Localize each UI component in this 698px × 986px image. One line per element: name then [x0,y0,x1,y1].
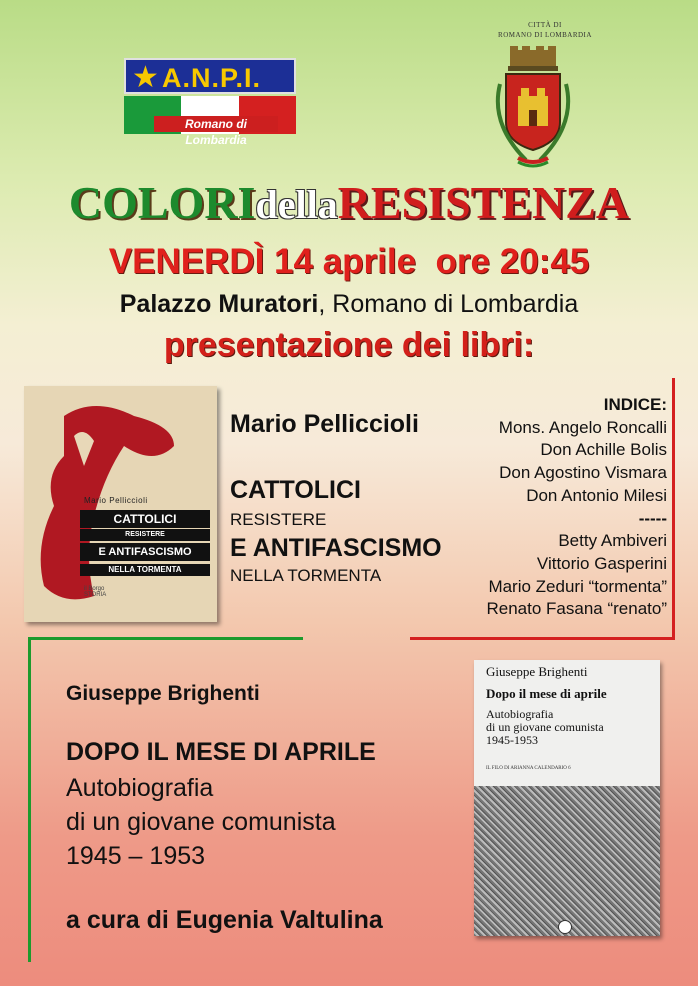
cover2-crowd-photo [474,786,660,936]
title-word-colori: COLORI [68,177,256,228]
book1-author: Mario Pelliccioli [230,410,419,438]
index-item: Don Agostino Vismara [499,463,667,483]
venue-city: , Romano di Lombardia [318,290,579,318]
cover2-series: IL FILO DI ARIANNA CALENDARIO 6 [486,766,571,771]
book-cover-dopo-il-mese [474,660,660,936]
event-date: VENERDÌ 14 aprile ore 20:45 [108,242,590,281]
city-label-line2: ROMANO DI LOMBARDIA [498,31,592,39]
book2-sub1: Autobiografia [66,774,214,802]
book2-title: DOPO IL MESE DI APRILE [66,738,376,766]
cover-band-2: RESISTERE [80,529,210,541]
index-item: Renato Fasana “renato” [486,599,667,619]
book2-author: Giuseppe Brighenti [66,682,260,705]
cover-publisher: il Borgo STORIA [84,586,107,598]
event-title [0,176,698,229]
book-cover-cattolici [24,386,217,622]
book1-subtitle-line2: NELLA TORMENTA [230,566,382,585]
publisher-logo-icon [558,920,572,934]
cover2-title: Dopo il mese di aprile [486,686,607,701]
frame-line-green-horizontal [28,637,303,640]
anpi-logo [124,58,296,147]
coat-of-arms-icon [488,44,578,174]
index-separator: ----- [638,508,667,528]
index-item: Betty Ambiveri [558,531,667,551]
city-label-line1: CITTÀ DI [528,21,562,29]
title-word-della: della [255,182,338,227]
star-icon: ★ [132,61,159,94]
book2-sub2: di un giovane comunista [66,808,336,836]
index-list [440,394,667,621]
event-place [0,290,698,319]
anpi-name: A.N.P.I. [162,63,262,93]
index-item: Mons. Angelo Roncalli [498,417,667,437]
venue: Palazzo Muratori [119,290,319,318]
book1-title-line2: E ANTIFASCISMO [230,534,442,562]
cover2-author: Giuseppe Brighenti [486,664,588,679]
index-heading: INDICE: [603,395,667,414]
title-word-resistenza: RESISTENZA [337,177,630,228]
frame-line-red-horizontal [410,637,675,640]
index-item: Don Achille Bolis [540,440,667,460]
cover-author: Mario Pelliccioli [84,496,148,505]
frame-line-red-vertical [672,378,675,638]
cover-band-4: NELLA TORMENTA [80,564,210,576]
frame-line-green-vertical [28,637,31,962]
index-item: Vittorio Gasperini [536,553,667,573]
book1-subtitle-line1: RESISTERE [230,510,327,529]
index-item: Don Antonio Milesi [526,485,667,505]
book2-curator: a cura di Eugenia Valtulina [66,906,383,934]
anpi-subtitle: Romano di Lombardia [154,116,278,132]
cover-band-3: E ANTIFASCISMO [80,543,210,561]
cover2-subtitle: Autobiografia di un giovane comunista 1945-1953 [486,707,604,747]
index-item: Mario Zeduri “tormenta” [488,576,667,596]
book1-title-line1: CATTOLICI [230,476,362,504]
cover-band-1: CATTOLICI [80,510,210,528]
book2-sub3: 1945 – 1953 [66,842,206,870]
presentation-heading: presentazione dei libri: [163,326,535,364]
city-label [470,20,620,40]
